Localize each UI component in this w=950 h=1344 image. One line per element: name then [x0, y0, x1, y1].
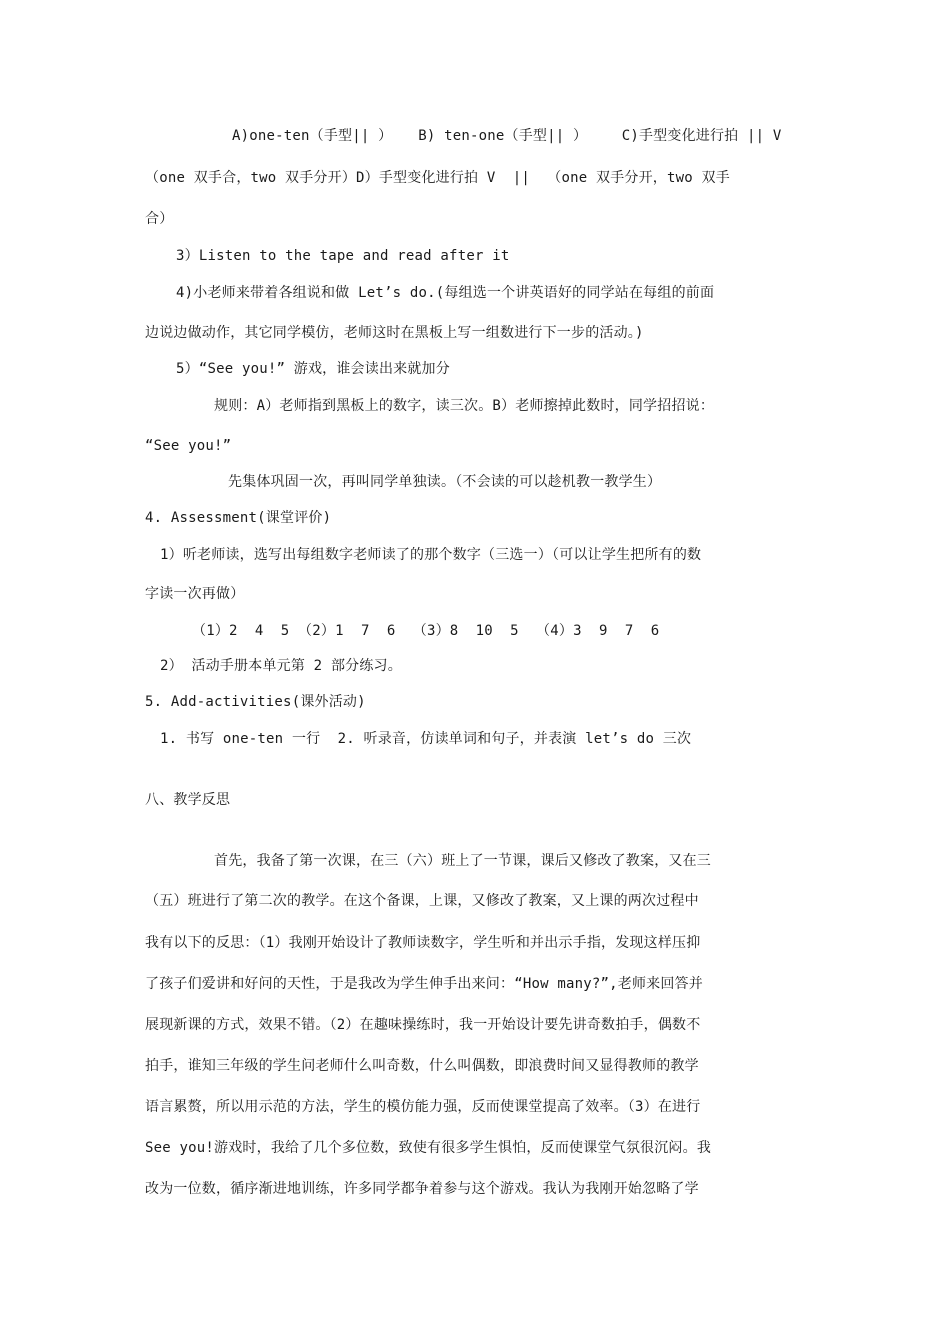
text-line: 1. 书写 one-ten 一行 2. 听录音，仿读单词和句子，并表演 let’s do 三次 — [160, 731, 692, 747]
text-line: 5）“See you!” 游戏，谁会读出来就加分 — [176, 361, 450, 377]
paragraph-line: 语言累赘，所以用示范的方法，学生的模仿能力强，反而使课堂提高了效率。（3）在进行 — [145, 1099, 701, 1115]
paragraph-line: 首先，我备了第一次课，在三（六）班上了一节课，课后又修改了教案，又在三 — [214, 853, 711, 869]
paragraph-line: See you!游戏时，我给了几个多位数，致使有很多学生惧怕，反而使课堂气氛很沉闷。我 — [145, 1140, 712, 1156]
text-line: （1）2 4 5 （2）1 7 6 （3）8 10 5 （4）3 9 7 6 — [192, 623, 660, 639]
text-line: 先集体巩固一次，再叫同学单独读。（不会读的可以趁机教一教学生） — [228, 474, 662, 490]
text-line: （one 双手合，two 双手分开）D）手型变化进行拍 V || （one 双手分开，two 双手 — [145, 170, 730, 186]
paragraph-line: 了孩子们爱讲和好问的天性，于是我改为学生伸手出来问：“How many?”,老师来回答并 — [145, 976, 703, 992]
text-line: 合） — [145, 211, 174, 227]
section-heading: 5. Add-activities(课外活动) — [145, 694, 366, 710]
text-line: 字读一次再做） — [145, 586, 245, 602]
text-line: 3）Listen to the tape and read after it — [176, 248, 510, 264]
section-heading: 八、教学反思 — [145, 792, 231, 808]
paragraph-line: 拍手，谁知三年级的学生问老师什么叫奇数，什么叫偶数，即浪费时间又显得教师的教学 — [145, 1058, 699, 1074]
paragraph-line: 展现新课的方式，效果不错。（2）在趣味操练时，我一开始设计要先讲奇数拍手，偶数不 — [145, 1017, 701, 1033]
text-line: 边说边做动作，其它同学模仿，老师这时在黑板上写一组数进行下一步的活动。) — [145, 325, 644, 341]
text-line: 1）听老师读，选写出每组数字老师读了的那个数字（三选一）（可以让学生把所有的数 — [160, 547, 702, 563]
section-heading: 4. Assessment(课堂评价) — [145, 510, 332, 526]
text-line: 2） 活动手册本单元第 2 部分练习。 — [160, 658, 402, 674]
text-line: “See you!” — [145, 438, 232, 454]
paragraph-line: 改为一位数，循序渐进地训练，许多同学都争着参与这个游戏。我认为我刚开始忽略了学 — [145, 1181, 699, 1197]
text-line: 4)小老师来带着各组说和做 Let’s do.(每组选一个讲英语好的同学站在每组的前面 — [176, 285, 715, 301]
paragraph-line: 我有以下的反思：（1）我刚开始设计了教师读数字，学生听和并出示手指，发现这样压抑 — [145, 935, 701, 951]
text-line: A)one-ten（手型|| ） B) ten-one（手型|| ） C)手型变化进行拍 || V — [232, 128, 782, 144]
paragraph-line: （五）班进行了第二次的教学。在这个备课，上课，又修改了教案，又上课的两次过程中 — [145, 893, 699, 909]
text-line: 规则：A）老师指到黑板上的数字，读三次。B）老师擦掉此数时，同学招招说： — [214, 398, 715, 414]
